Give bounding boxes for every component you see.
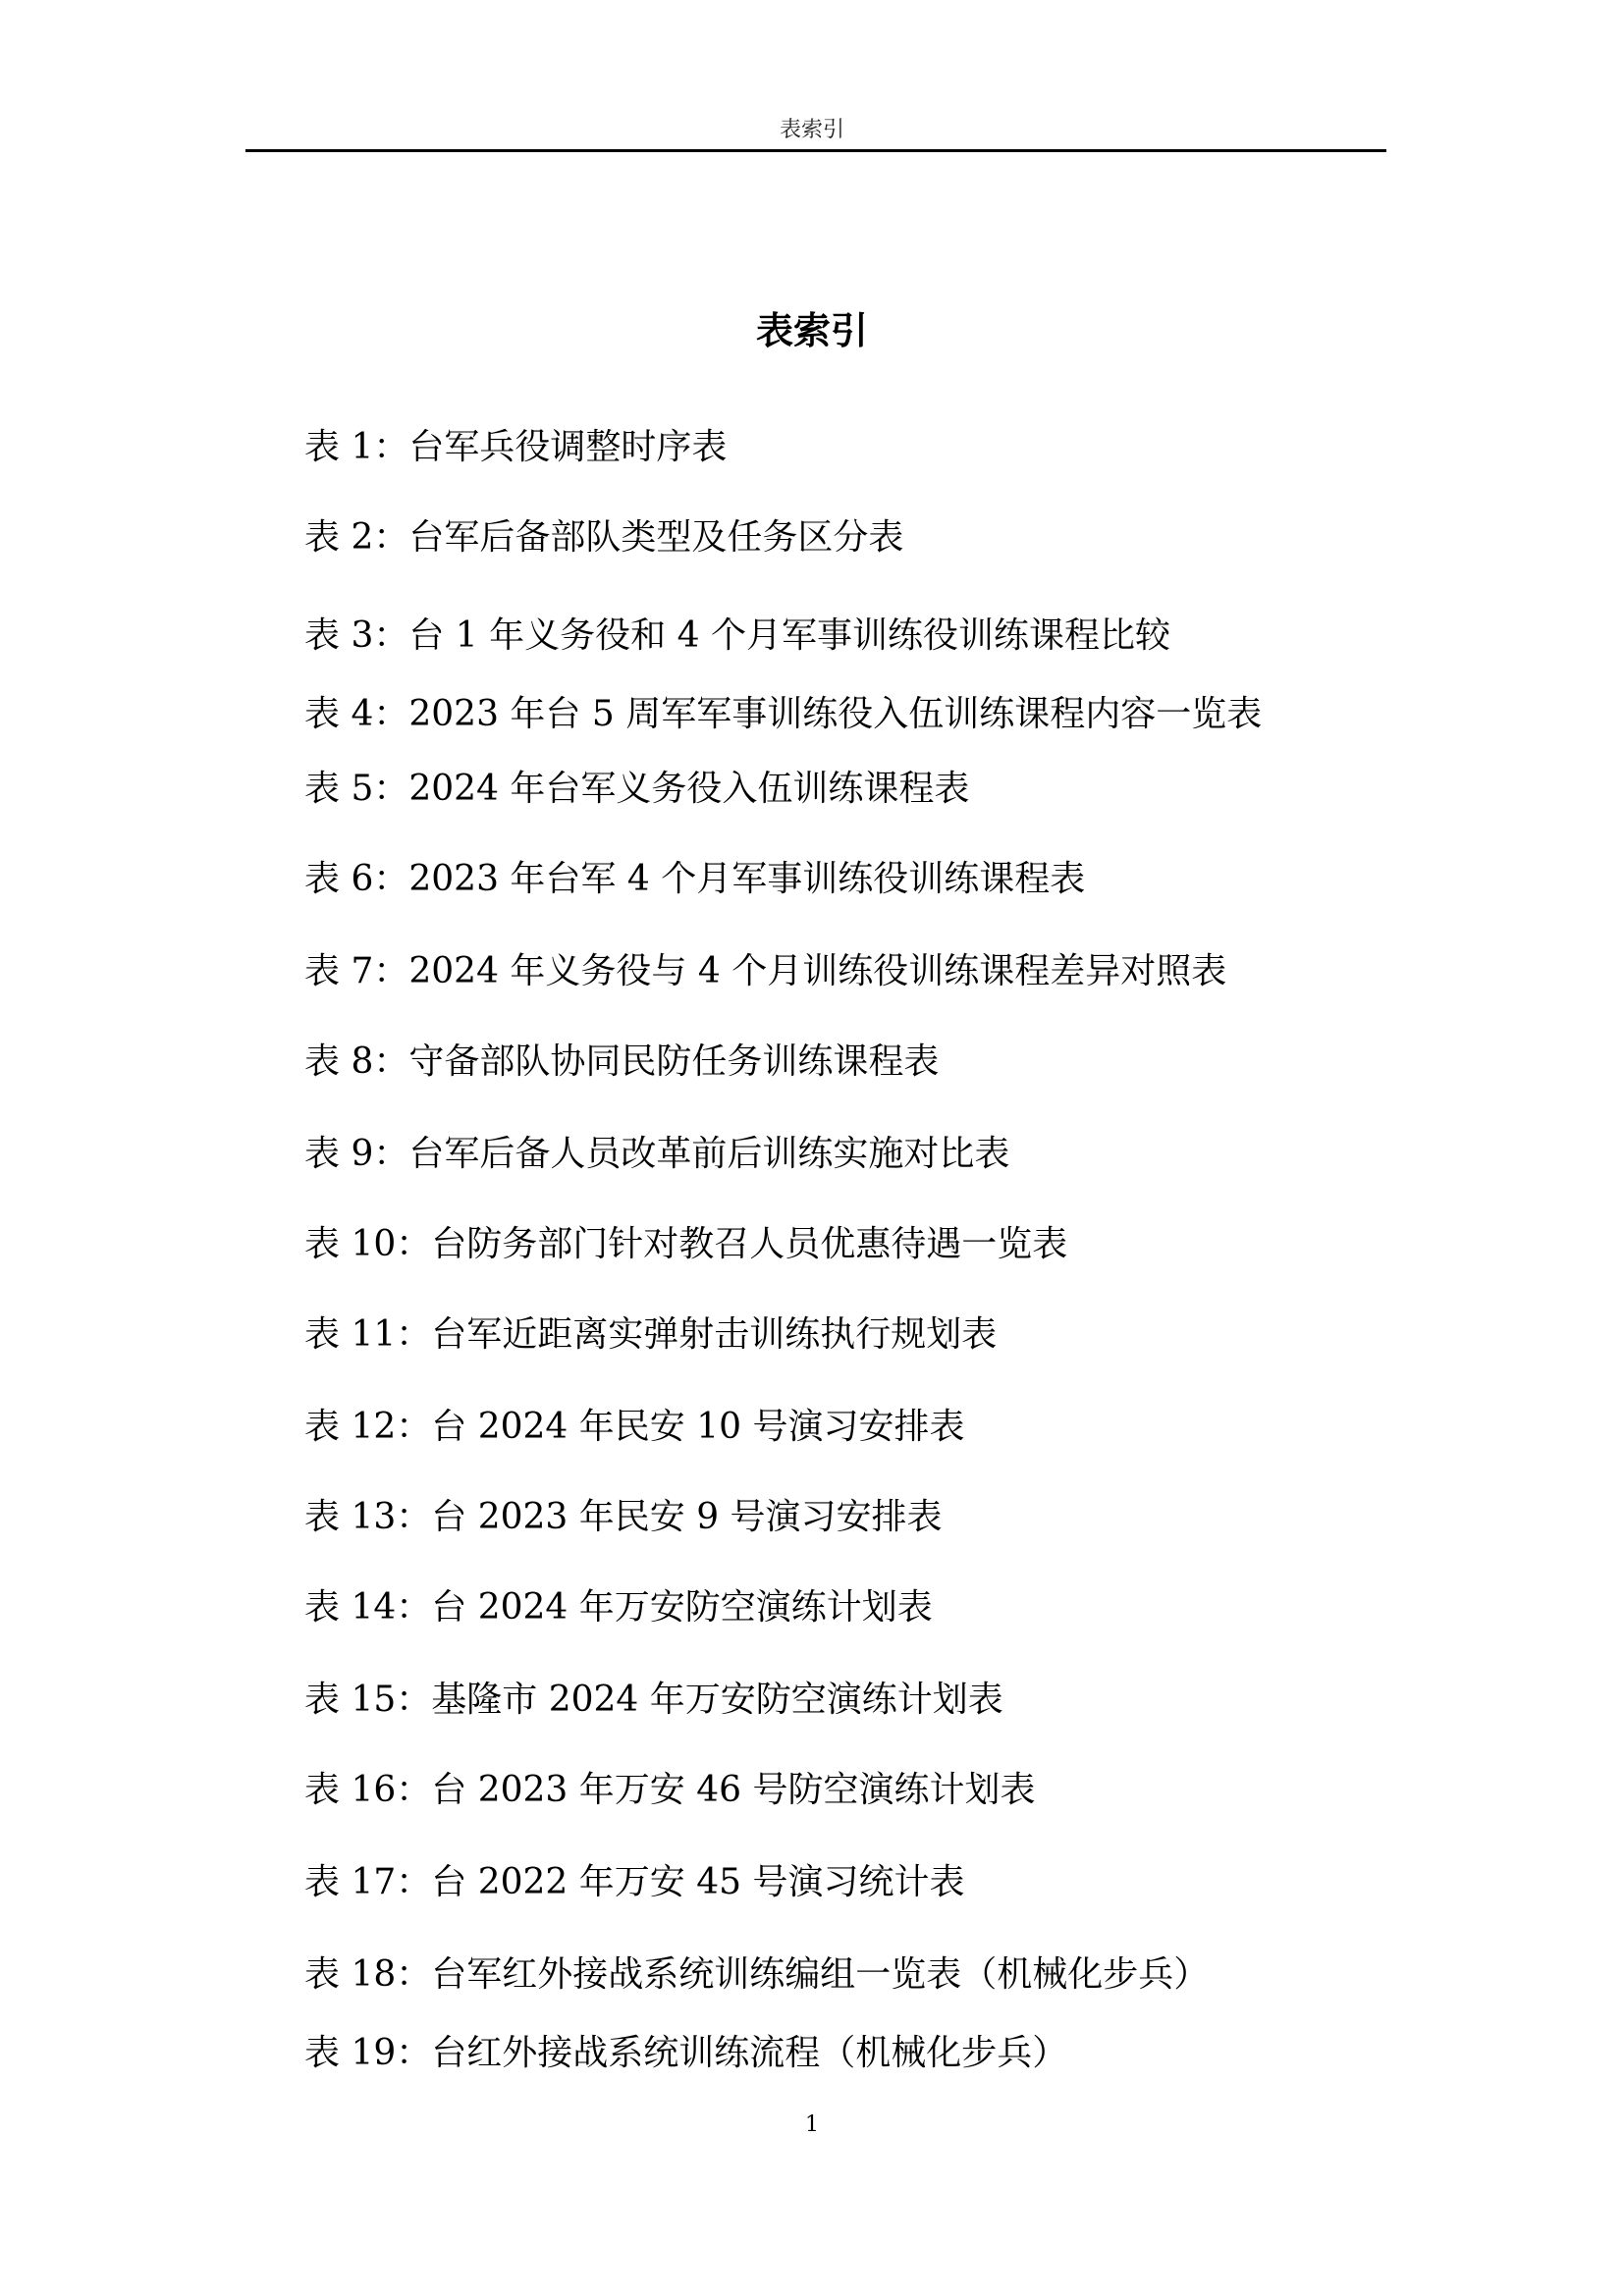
toc-entry-title: 2024 年台军义务役入伍训练课程表 [408, 769, 970, 809]
toc-entry[interactable] [304, 1584, 1384, 1631]
toc-entry-number: 表 4： [304, 694, 409, 734]
toc-entry-title: 台 2023 年万安 46 号防空演练计划表 [431, 1770, 1036, 1810]
toc-entry[interactable] [304, 514, 1384, 561]
toc-entry[interactable] [304, 2030, 1384, 2077]
toc-entry[interactable] [304, 948, 1384, 995]
toc-entry-title: 台 2023 年民安 9 号演习安排表 [431, 1497, 943, 1537]
toc-entry-title: 守备部队协同民防任务训练课程表 [408, 1041, 940, 1082]
toc-entry-title: 台 2024 年万安防空演练计划表 [431, 1587, 933, 1628]
toc-entry-number: 表 15： [304, 1680, 432, 1720]
page-number: 1 [805, 2112, 819, 2137]
toc-entry-number: 表 16： [304, 1770, 432, 1810]
toc-entry-title: 台军近距离实弹射击训练执行规划表 [431, 1314, 998, 1355]
toc-entry-title: 台军红外接战系统训练编组一览表（机械化步兵） [431, 1954, 1210, 1995]
toc-entry-title: 台军兵役调整时序表 [408, 427, 728, 467]
toc-entry-number: 表 3： [304, 615, 409, 656]
toc-entry[interactable] [304, 1494, 1384, 1541]
toc-entry-number: 表 5： [304, 769, 409, 809]
toc-entry-number: 表 18： [304, 1954, 432, 1995]
toc-entry[interactable] [304, 856, 1384, 903]
toc-entry-number: 表 6： [304, 859, 409, 899]
toc-entry-number: 表 11： [304, 1314, 432, 1355]
toc-entry-number: 表 9： [304, 1134, 409, 1174]
toc-entry-title: 台 2022 年万安 45 号演习统计表 [431, 1862, 965, 1902]
running-header: 表索引 [779, 118, 844, 142]
toc-entry[interactable] [304, 1039, 1384, 1086]
toc-entry[interactable] [304, 1767, 1384, 1814]
toc-entry[interactable] [304, 691, 1384, 738]
toc-entry[interactable] [304, 1951, 1384, 1999]
toc-entry[interactable] [304, 613, 1384, 660]
toc-entry[interactable] [304, 1404, 1384, 1451]
toc-entry-number: 表 12： [304, 1407, 432, 1447]
toc-entry[interactable] [304, 1221, 1384, 1268]
toc-entry-number: 表 17： [304, 1862, 432, 1902]
toc-entry-number: 表 2： [304, 517, 409, 558]
toc-entry-title: 2023 年台 5 周军军事训练役入伍训练课程内容一览表 [408, 694, 1263, 734]
toc-entry[interactable] [304, 1859, 1384, 1906]
toc-entry-title: 2023 年台军 4 个月军事训练役训练课程表 [408, 859, 1086, 899]
toc-entry[interactable] [304, 424, 1384, 471]
toc-entry-number: 表 7： [304, 951, 409, 991]
toc-entry-title: 台防务部门针对教召人员优惠待遇一览表 [431, 1224, 1068, 1264]
toc-entry-title: 台 2024 年民安 10 号演习安排表 [431, 1407, 965, 1447]
toc-entry-number: 表 14： [304, 1587, 432, 1628]
toc-entry-title: 基隆市 2024 年万安防空演练计划表 [431, 1680, 1003, 1720]
toc-entry-number: 表 13： [304, 1497, 432, 1537]
toc-entry-number: 表 8： [304, 1041, 409, 1082]
toc-entry-number: 表 19： [304, 2033, 432, 2073]
toc-entry[interactable] [304, 766, 1384, 813]
toc-entry-title: 台军后备部队类型及任务区分表 [408, 517, 904, 558]
toc-entry[interactable] [304, 1131, 1384, 1178]
toc-entry[interactable] [304, 1677, 1384, 1724]
toc-entry-title: 台红外接战系统训练流程（机械化步兵） [431, 2033, 1068, 2073]
page-title: 表索引 [755, 308, 868, 352]
toc-entry-number: 表 10： [304, 1224, 432, 1264]
toc-entry-title: 台军后备人员改革前后训练实施对比表 [408, 1134, 1010, 1174]
toc-entry-title: 2024 年义务役与 4 个月训练役训练课程差异对照表 [408, 951, 1227, 991]
toc-entry[interactable] [304, 1311, 1384, 1359]
toc-entry-title: 台 1 年义务役和 4 个月军事训练役训练课程比较 [408, 615, 1170, 656]
toc-entry-number: 表 1： [304, 427, 409, 467]
